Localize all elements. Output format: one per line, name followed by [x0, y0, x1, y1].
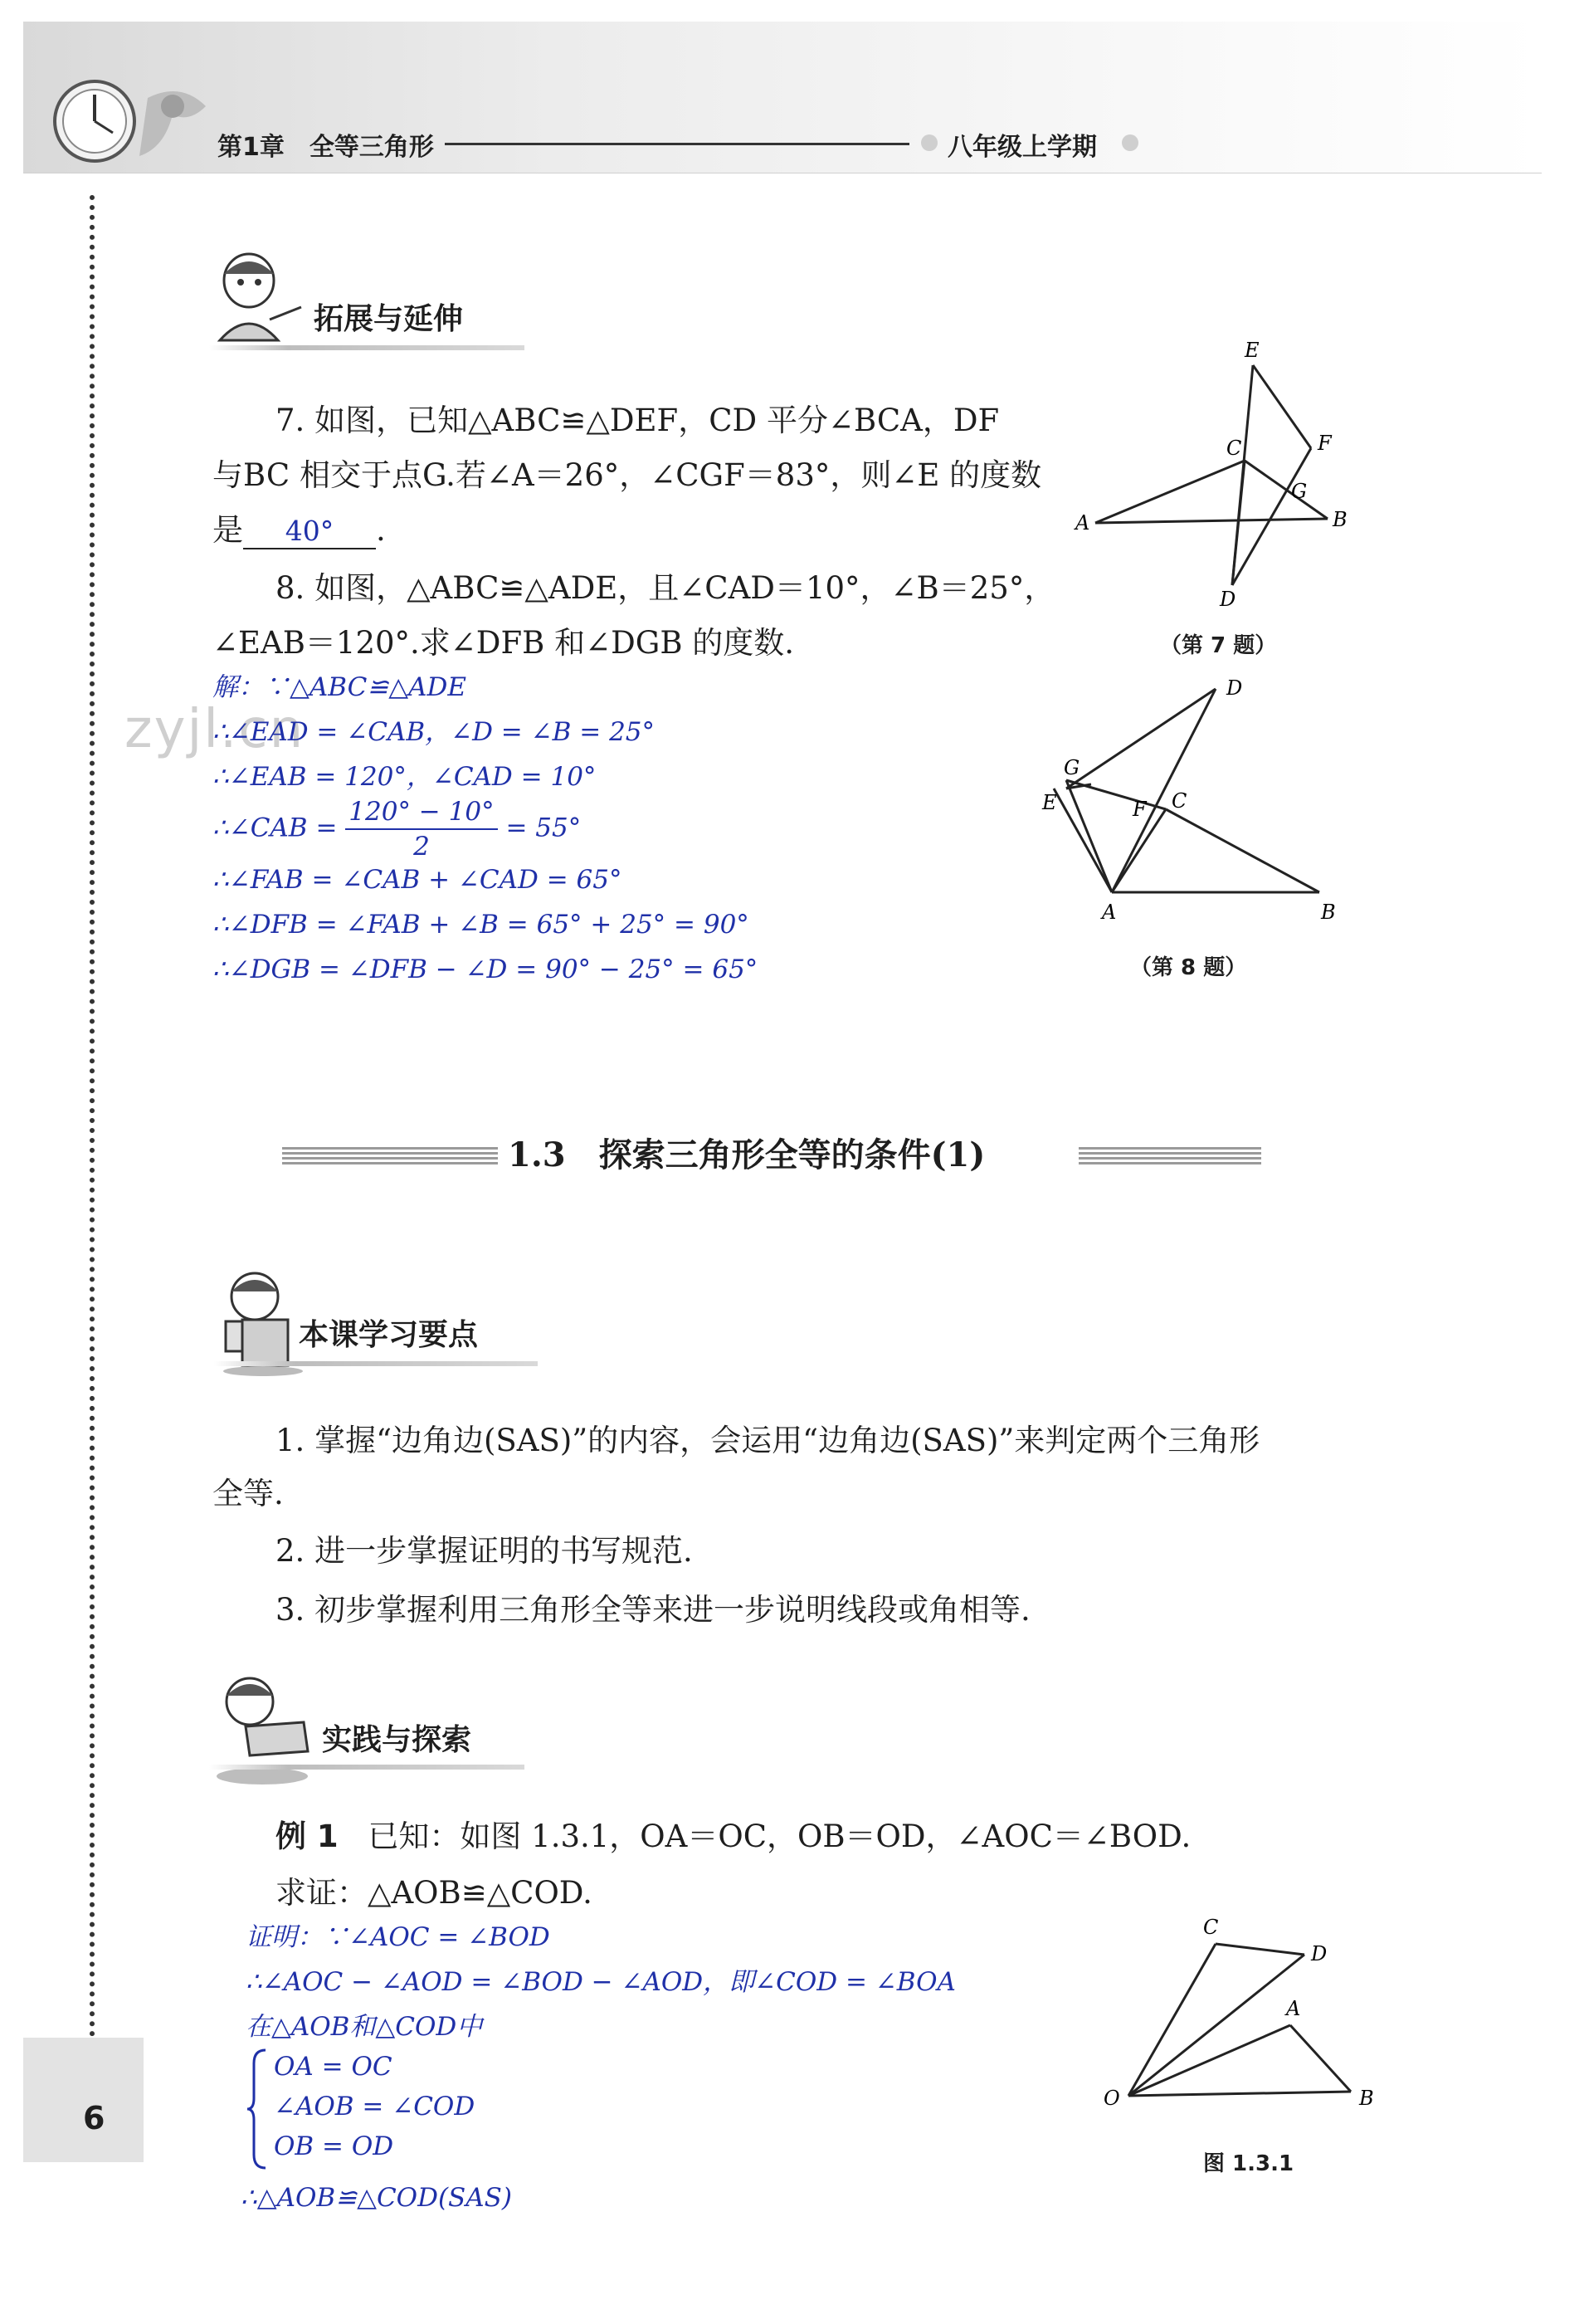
fig7-caption: （第 7 题） [1160, 633, 1277, 658]
q8-solution-line1: 解：∵△ABC≌△ADE [212, 672, 466, 702]
q8-solution-line4-prefix: ∴∠CAB = [212, 813, 338, 843]
fig131-label-D: D [1311, 1942, 1328, 1965]
fig131-label-A: A [1286, 1997, 1301, 2020]
q8-solution-line5: ∴∠FAB = ∠CAB + ∠CAD = 65° [212, 865, 622, 895]
q8-solution-line6: ∴∠DFB = ∠FAB + ∠B = 65° + 25° = 90° [212, 910, 749, 940]
point-2: 2. 进一步掌握证明的书写规范. [275, 1533, 693, 1569]
fig7-line-AC [1095, 461, 1245, 523]
example-1 [275, 1809, 1191, 1864]
proof-line1: 证明：∵∠AOC = ∠BOD [246, 1922, 550, 1952]
fig131-line-OD [1128, 1955, 1304, 2096]
section-stripes-right [1079, 1147, 1261, 1167]
practice-section-rule [209, 1765, 524, 1770]
fig7-label-G: G [1291, 480, 1308, 503]
example-1-text: 已知：如图 1.3.1，OA＝OC，OB＝OD，∠AOC＝∠BOD. [368, 1819, 1192, 1854]
proof-line3: 在△AOB和△COD中 [246, 2012, 483, 2042]
fig7-label-A: A [1075, 511, 1090, 535]
header-dot-right [1122, 134, 1138, 151]
fraction-denominator: 2 [413, 832, 430, 862]
q8-line2: ∠EAB＝120°.求∠DFB 和∠DGB 的度数. [212, 625, 795, 661]
q8-solution-line4 [212, 795, 581, 863]
section-1-3-title: 1.3 探索三角形全等的条件(1) [508, 1135, 986, 1174]
chapter-title: 第1章 全等三角形 [217, 133, 434, 162]
fig8-label-A: A [1102, 901, 1117, 924]
fig131-label-O: O [1104, 2087, 1120, 2110]
point-3: 3. 初步掌握利用三角形全等来进一步说明线段或角相等. [275, 1592, 1031, 1628]
point-1-line1: 1. 掌握“边角边(SAS)”的内容，会运用“边角边(SAS)”来判定两个三角形 [275, 1423, 1260, 1458]
q8-solution-line2: ∴∠EAD = ∠CAB，∠D = ∠B = 25° [212, 717, 656, 747]
q8-solution-line4-suffix: = 55° [505, 813, 582, 843]
watermark: zyjl.cn [124, 699, 305, 760]
fig7-line-AB [1095, 519, 1328, 523]
fraction-numerator: 120° − 10° [345, 795, 497, 830]
fig131-line-AB [1290, 2025, 1351, 2092]
proof-brace [246, 2047, 270, 2171]
fig131-line-CD [1216, 1944, 1304, 1955]
fig131-caption: 图 1.3.1 [1203, 2151, 1294, 2176]
point-1-line2: 全等. [212, 1476, 284, 1511]
proof-brace-line2: ∠AOB = ∠COD [274, 2092, 475, 2121]
fig8-line-CB [1166, 809, 1319, 892]
practice-section-title: 实践与探索 [322, 1723, 472, 1757]
points-section-rule [214, 1361, 538, 1366]
fig131-label-C: C [1203, 1916, 1219, 1939]
fig8-label-F: F [1133, 798, 1147, 821]
q8-line1: 8. 如图，△ABC≌△ADE，且∠CAD＝10°，∠B＝25°， [275, 570, 1055, 606]
header-rule [445, 143, 909, 145]
q7-line3-suffix: . [376, 512, 386, 548]
fig8-line-EA [1054, 788, 1112, 892]
fig8-label-D: D [1226, 676, 1243, 700]
fig131-line-OB [1128, 2092, 1351, 2096]
figure-q7 [1070, 332, 1369, 614]
q8-solution-fraction [345, 795, 497, 863]
q8-solution-line7: ∴∠DGB = ∠DFB − ∠D = 90° − 25° = 65° [212, 954, 758, 984]
fig8-line-DG [1066, 689, 1216, 788]
fig7-label-B: B [1333, 508, 1348, 531]
extension-section-rule [209, 345, 524, 350]
teacher-icon [212, 249, 303, 347]
fig7-label-D: D [1220, 588, 1236, 611]
points-section-title: 本课学习要点 [299, 1318, 479, 1352]
header-dot-left [921, 134, 938, 151]
extension-section-title: 拓展与延伸 [314, 302, 464, 336]
fig8-line-DA [1112, 689, 1216, 892]
proof-line4: ∴△AOB≌△COD(SAS) [241, 2183, 512, 2213]
fig8-label-B: B [1321, 901, 1336, 924]
q7-line3-prefix: 是 [212, 512, 243, 548]
example-1-prove: 求证：△AOB≌△COD. [275, 1875, 592, 1911]
proof-brace-line3: OB = OD [274, 2131, 394, 2161]
dotted-margin [90, 195, 95, 2038]
clock-compass-icon [48, 73, 214, 171]
fig8-line-GC [1066, 780, 1166, 809]
example-1-label: 例 1 [275, 1819, 339, 1854]
student-practice-icon [212, 1672, 320, 1789]
fig7-label-E: E [1245, 339, 1260, 362]
proof-line2: ∴∠AOC − ∠AOD = ∠BOD − ∠AOD，即∠COD = ∠BOA [246, 1967, 956, 1997]
q7-answer-blank: 40° [243, 515, 376, 549]
q7-line2: 与BC 相交于点G.若∠A＝26°，∠CGF＝83°，则∠E 的度数 [212, 457, 1042, 493]
fig131-label-B: B [1359, 2087, 1374, 2110]
figure-1-3-1 [1087, 1909, 1402, 2125]
q7-line3 [212, 503, 386, 558]
proof-brace-line1: OA = OC [274, 2052, 392, 2082]
fig7-line-EF [1253, 365, 1311, 448]
fig8-line-AG [1066, 780, 1112, 892]
section-stripes-left [282, 1147, 498, 1167]
q7-line1: 7. 如图，已知△ABC≌△DEF，CD 平分∠BCA，DF [275, 403, 1000, 438]
grade-label: 八年级上学期 [948, 133, 1097, 162]
figure-q8 [1029, 676, 1361, 925]
q8-solution-line3: ∴∠EAB = 120°，∠CAD = 10° [212, 762, 597, 792]
fig8-label-E: E [1042, 791, 1057, 814]
fig131-line-OC [1128, 1944, 1216, 2096]
fig8-line-AC [1112, 809, 1166, 892]
fig7-label-C: C [1226, 437, 1242, 460]
fig8-caption: （第 8 题） [1130, 955, 1247, 980]
fig8-label-C: C [1172, 789, 1187, 813]
fig8-label-G: G [1064, 756, 1080, 779]
fig7-label-F: F [1318, 432, 1332, 455]
fig131-line-OA [1128, 2025, 1290, 2096]
page-number: 6 [83, 2100, 105, 2136]
